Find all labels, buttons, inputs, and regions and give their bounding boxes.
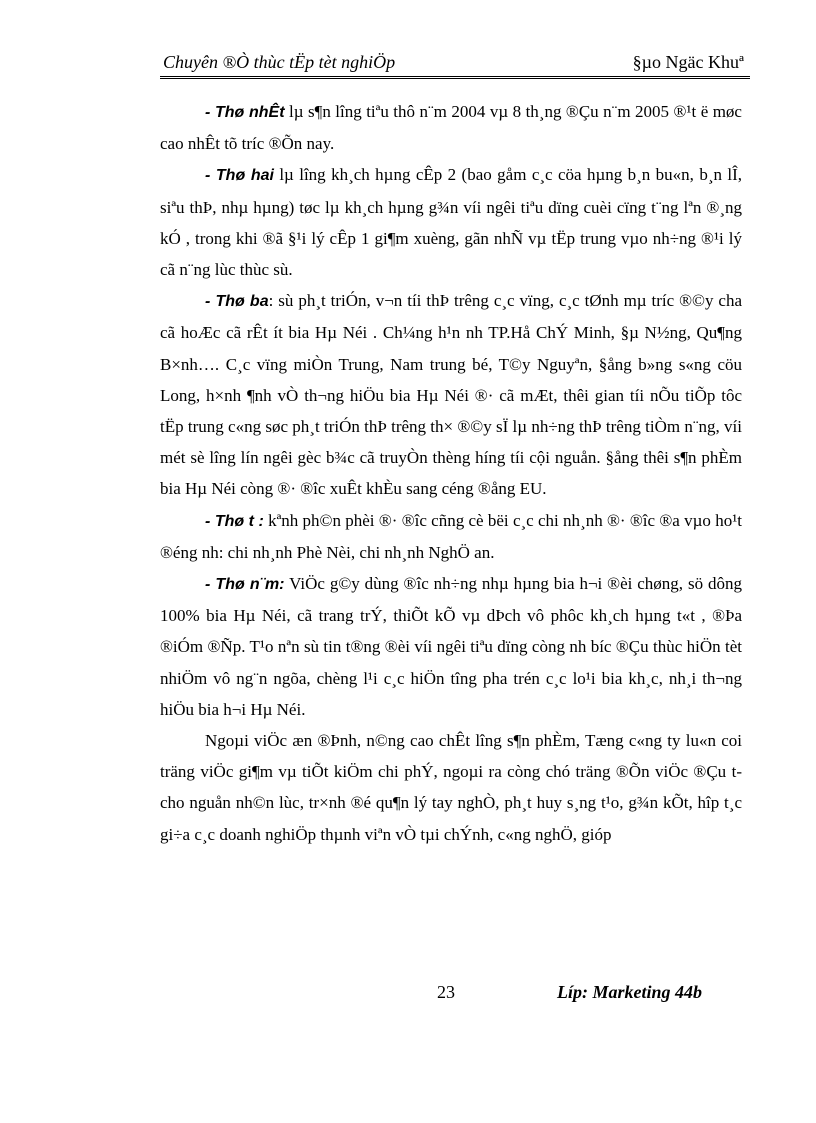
- paragraph-text: kªnh ph©n phèi ®· ®îc cñng cè bëi c¸c chi nh¸nh ®· ®îc ®a vµo ho¹t ®éng nh: chi nh¸nh Phè Nèi, chi nh¸nh NghÖ an.: [160, 510, 743, 562]
- header-title: Chuyên ®Ò thùc tËp tèt nghiÖp: [163, 52, 396, 72]
- header-divider: [160, 76, 750, 79]
- paragraph-text: lµ s¶n lîng tiªu thô n¨m 2004 vµ 8 th¸ng ®Çu n¨m 2005 ®¹t ë møc cao nhÊt tõ tríc ®Õn nay.: [160, 102, 742, 154]
- paragraph-lead: - Thø hai: [205, 167, 274, 185]
- paragraph-2: [160, 159, 742, 285]
- paragraph-1: [160, 96, 742, 159]
- page-number: 23: [437, 982, 455, 1002]
- paragraph-text: Ngoµi viÖc æn ®Þnh, n©ng cao chÊt lîng s¶n phÈm, Tæng c«ng ty lu«n coi träng viÖc gi¶m vµ tiÕt kiÖm chi phÝ, ngoµi ra còng chó träng ®Õn viÖc ®Çu t cho nguån nh©n lùc, tr×nh ®é qu¶n lý tay nghÒ, ph¸t huy s¸ng t¹o, g¾n kÕt, hîp t¸c gi÷a c¸c doanh nghiÖp thµnh viªn vÒ tµi chÝnh, c«ng nghÖ, gióp: [160, 731, 742, 844]
- paragraph-6: [160, 725, 742, 850]
- paragraph-text: ViÖc g©y dùng ®îc nh÷ng nhµ hµng bia h¬i ®èi chøng, sö dông 100% bia Hµ Néi, cã trang trÝ, thiÕt kÕ vµ dÞch vô phôc kh¸ch hµng t«t , ®Þa ®iÓm ®Ñp. T¹o nªn sù tin t®ng ®èi víi ngêi tiªu dïng còng nh bíc ®Çu thùc hiÖn tèt nhiÖm vô ng¨n ngõa, chèng l¹i c¸c hiÖn tîng pha trén c¸c lo¹i bia kh¸c, nh¸i th¬ng hiÖu bia h¬i Hµ Néi.: [160, 574, 742, 719]
- paragraph-text: lµ lîng kh¸ch hµng cÊp 2 (bao gåm c¸c cöa hµng b¸n bu«n, b¸n lÎ, siªu thÞ, nhµ hµng) tøc lµ kh¸ch hµng g¾n víi ngêi tiªu dïng cuèi cïng t¨ng lªn ®¸ng kÓ , trong khi ®ã §¹i lý cÊp 1 gi¶m xuèng, gãn nhÑ vµ tËp trung vµo nh÷ng ®¹i lý cã n¨ng lùc thùc sù.: [160, 165, 742, 280]
- paragraph-lead: - Thø t :: [205, 512, 264, 530]
- paragraph-4: [160, 505, 742, 568]
- paragraph-3: [160, 285, 742, 504]
- body-text: [160, 96, 742, 850]
- paragraph-lead: - Thø n¨m:: [205, 576, 285, 594]
- paragraph-lead: - Thø nhÊt: [205, 104, 285, 121]
- header-author: §µo Ngäc Khuª: [632, 52, 744, 72]
- paragraph-lead: - Thø ba: [205, 293, 269, 311]
- paragraph-text: : sù ph¸t triÓn, v¬n tíi thÞ trêng c¸c vïng, c¸c tØnh mµ tríc ®©y cha cã hoÆc cã rÊt ít bia Hµ Néi . Ch¼ng h¹n nh TP.Hå ChÝ Minh, §µ N½ng, Qu¶ng B×nh…. C¸c vïng miÒn Trung, Nam trung bé, T©y Nguyªn, §ång b»ng s«ng cöu Long, h×nh ¶nh vÒ th¬ng hiÖu bia Hµ Néi ®· cã mÆt, thêi gian tíi nÕu tiÕp tôc tËp trung c«ng søc ph¸t triÓn thÞ trêng th× ®©y sÏ lµ nh÷ng thÞ trêng tiÒm n¨ng, víi mét sè lîng lín ngêi gèc b¾c cã truyÒn thèng híng tíi cội nguån. §ång thêi s¶n phÈm bia Hµ Néi còng ®· ®îc xuÊt khÈu sang céng ®ång EU.: [160, 291, 742, 499]
- paragraph-5: [160, 568, 742, 725]
- class-label: Líp: Marketing 44b: [557, 982, 703, 1002]
